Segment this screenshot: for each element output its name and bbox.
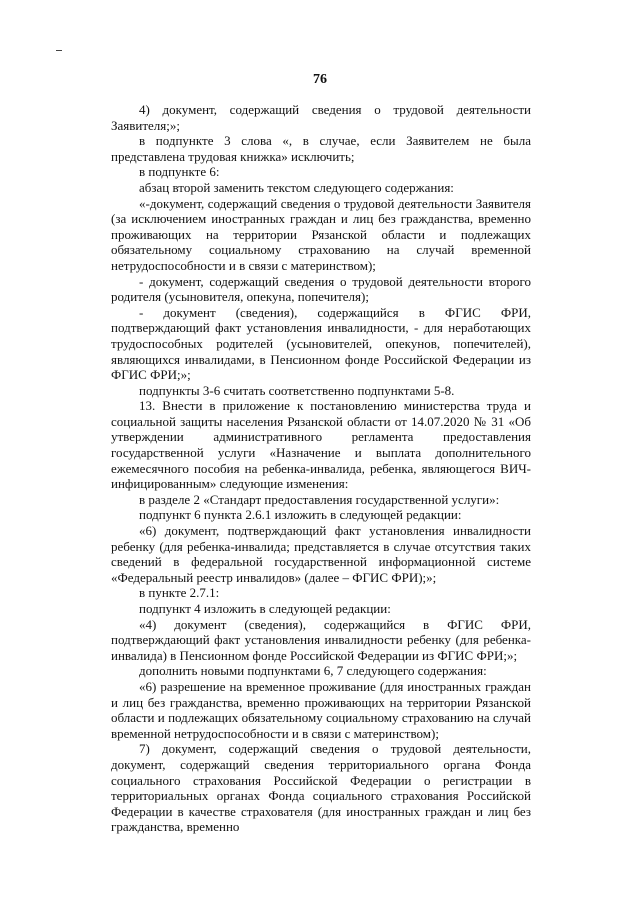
- paragraph-1: 4) документ, содержащий сведения о трудовой деятельности Заявителя;»;: [111, 102, 531, 133]
- paragraph-17: «6) разрешение на временное проживание (для иностранных граждан и лиц без гражданства, временно проживающих на территории Рязанской области и подлежащих обязательному социальному страхованию на случай временной нетрудоспособности и в связи с материнством);: [111, 678, 531, 741]
- paragraph-8: подпункты 3-6 считать соответственно подпунктами 5-8.: [139, 382, 455, 398]
- paragraph-9: 13. Внести в приложение к постановлению министерства труда и социальной защиты населения Рязанской области от 14.07.2020 № 31 «Об утверждении административного регламента предоставления государственной услуги «Назначение и выплата дополнительного ежемесячного пособия на ребенка-инвалида, ребенка, являющегося ВИЧ-инфицированным» следующие изменения:: [111, 398, 531, 492]
- paragraph-16: дополнить новыми подпунктами 6, 7 следующего содержания:: [139, 663, 487, 679]
- paragraph-13: в пункте 2.7.1:: [139, 585, 220, 601]
- paragraph-4: абзац второй заменить текстом следующего содержания:: [139, 179, 454, 195]
- paragraph-3: в подпункте 6:: [139, 164, 220, 180]
- page-number: 76: [313, 72, 327, 87]
- paragraph-5: «-документ, содержащий сведения о трудовой деятельности Заявителя (за исключением иностранных граждан и лиц без гражданства, временно проживающих на территории Рязанской области и подлежащих обязательному социальному страхованию на случай временной нетрудоспособности и в связи с материнством);: [111, 195, 531, 273]
- paragraph-15: «4) документ (сведения), содержащийся в ФГИС ФРИ, подтверждающий факт установления инвалидности ребенку (для ребенка-инвалида) в Пенсионном фонде Российской Федерации из ФГИС ФРИ;»;: [111, 616, 531, 663]
- paragraph-2: в подпункте 3 слова «, в случае, если Заявителем не была представлена трудовая книжка» исключить;: [111, 133, 531, 164]
- paragraph-10: в разделе 2 «Стандарт предоставления государственной услуги»:: [139, 491, 500, 507]
- paragraph-18: 7) документ, содержащий сведения о трудовой деятельности, документ, содержащий сведения территориального органа Фонда социального страхования Российской Федерации о регистрации в территориальных органах Фонда социального страхования Российской Федерации в качестве страхователя (для иностранных граждан и лиц без гражданства, временно: [111, 741, 531, 835]
- paragraph-7: - документ (сведения), содержащийся в ФГИС ФРИ, подтверждающий факт установления инвалидности, - для неработающих трудоспособных родителей (усыновителей, опекунов, попечителей), являющихся инвалидами, в Пенсионном фонде Российской Федерации из ФГИС ФРИ;»;: [111, 304, 531, 383]
- paragraph-11: подпункт 6 пункта 2.6.1 изложить в следующей редакции:: [139, 507, 462, 523]
- paragraph-6: - документ, содержащий сведения о трудовой деятельности второго родителя (усыновителя, опекуна, попечителя);: [111, 273, 531, 305]
- paragraph-12: «6) документ, подтверждающий факт установления инвалидности ребенку (для ребенка-инвалида; представляется в случае отсутствия таких сведений в федеральной государственной информационной системе «Федеральный реестр инвалидов» (далее – ФГИС ФРИ);»;: [111, 523, 531, 585]
- page-corner-mark: [56, 50, 62, 51]
- document-body: [111, 102, 531, 835]
- paragraph-14: подпункт 4 изложить в следующей редакции:: [139, 601, 391, 616]
